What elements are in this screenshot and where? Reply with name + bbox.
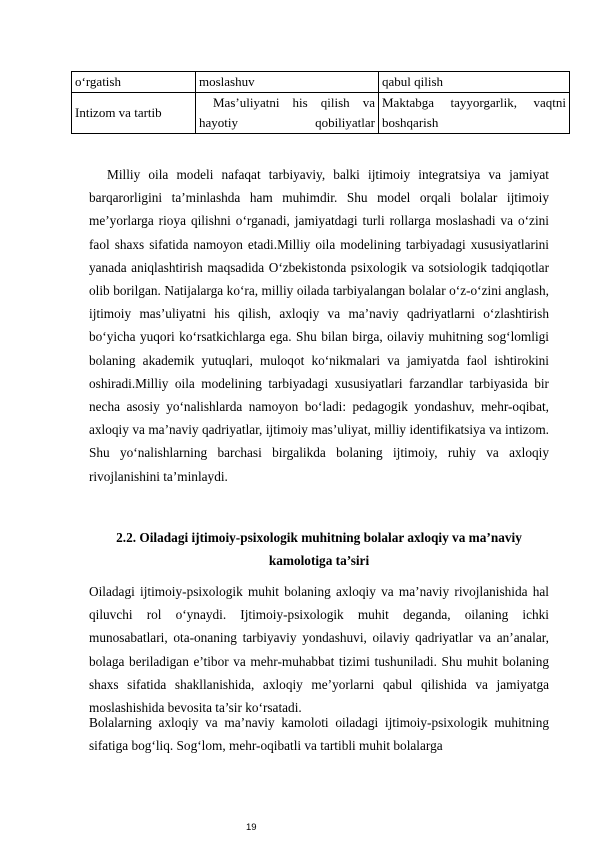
- table-row: [72, 93, 570, 134]
- body-paragraph: Bolalarning axloqiy va ma’naviy kamoloti oiladagi ijtimoiy-psixologik muhitning sifatiga bog‘liq. Sog‘lom, mehr-oqibatli va tartibli muhit bolalarga: [89, 715, 549, 754]
- table-row: [72, 72, 570, 93]
- table-cell: moslashuv: [196, 72, 379, 93]
- section-heading-line: kamolotiga ta’siri: [268, 553, 370, 569]
- table-cell: o‘rgatish: [72, 72, 196, 93]
- table-cell: Maktabga tayyorgarlik, vaqtni boshqarish: [379, 93, 570, 134]
- body-paragraph: Milliy oila modeli nafaqat tarbiyaviy, balki ijtimoiy integratsiya va jamiyat barqarorligini ta’minlashda ham muhimdir. Shu model orqali bolalar ijtimoiy me’yorlarga rioya qilishni o‘rganadi, jamiyatdagi turli rollarga moslashadi va o‘zini faol shaxs sifatida namoyon etadi.Milliy oila modelining tarbiyadagi xususiyatlarini yanada aniqlashtirish maqsadida O‘zbekistonda psixologik va sotsiologik tadqiqotlar olib borilgan. Natijalarga ko‘ra, milliy oilada tarbiyalangan bolalar o‘z-o‘zini anglash, ijtimoiy mas’uliyatni his qilish, axloqiy va ma’naviy qadriyatlarni o‘zlashtirish bo‘yicha yuqori ko‘rsatkichlarga ega. Shu bilan birga, oilaviy muhitning sog‘lomligi bolaning akademik yutuqlari, muloqot ko‘nikmalari va jamiyatda faol ishtirokini oshiradi.Milliy oila modelining tarbiyadagi xususiyatlari farzandlar tarbiyasida bir necha asosiy yo‘nalishlarda namoyon bo‘ladi: pedagogik yondashuv, mehr-oqibat, axloqiy va ma’naviy qadriyatlar, ijtimoiy mas’uliyat, milliy identifikatsiya va intizom. Shu yo‘nalishlarning barchasi birgalikda bolaning ijtimoiy, ruhiy va axloqiy rivojlanishini ta’minlaydi.: [89, 167, 549, 484]
- body-paragraph: Oiladagi ijtimoiy-psixologik muhit bolaning axloqiy va ma’naviy rivojlanishida hal qiluvchi rol o‘ynaydi. Ijtimoiy-psixologik muhit deganda, oilaning ichki munosabatlari, ota-onaning tarbiyaviy yondashuvi, oilaviy qadriyatlar va an’analar, bolaga beriladigan e’tibor va mehr-muhabbat tizimi tushuniladi. Shu muhit bolaning shaxs sifatida shakllanishida, axloqiy me’yorlarni qabul qilishida va jamiyatga moslashishida bevosita ta’sir ko‘rsatadi.: [89, 584, 549, 716]
- section-heading: [89, 526, 549, 572]
- page-number: 19: [246, 822, 257, 833]
- table-cell: Intizom va tartib: [72, 93, 196, 134]
- table-cell: Mas’uliyatni his qilish va hayotiy qobiliyatlar: [196, 93, 379, 134]
- values-table: [71, 71, 570, 134]
- table-cell: qabul qilish: [379, 72, 570, 93]
- section-heading-line: 2.2. Oiladagi ijtimoiy-psixologik muhitning bolalar axloqiy va ma’naviy: [116, 530, 522, 545]
